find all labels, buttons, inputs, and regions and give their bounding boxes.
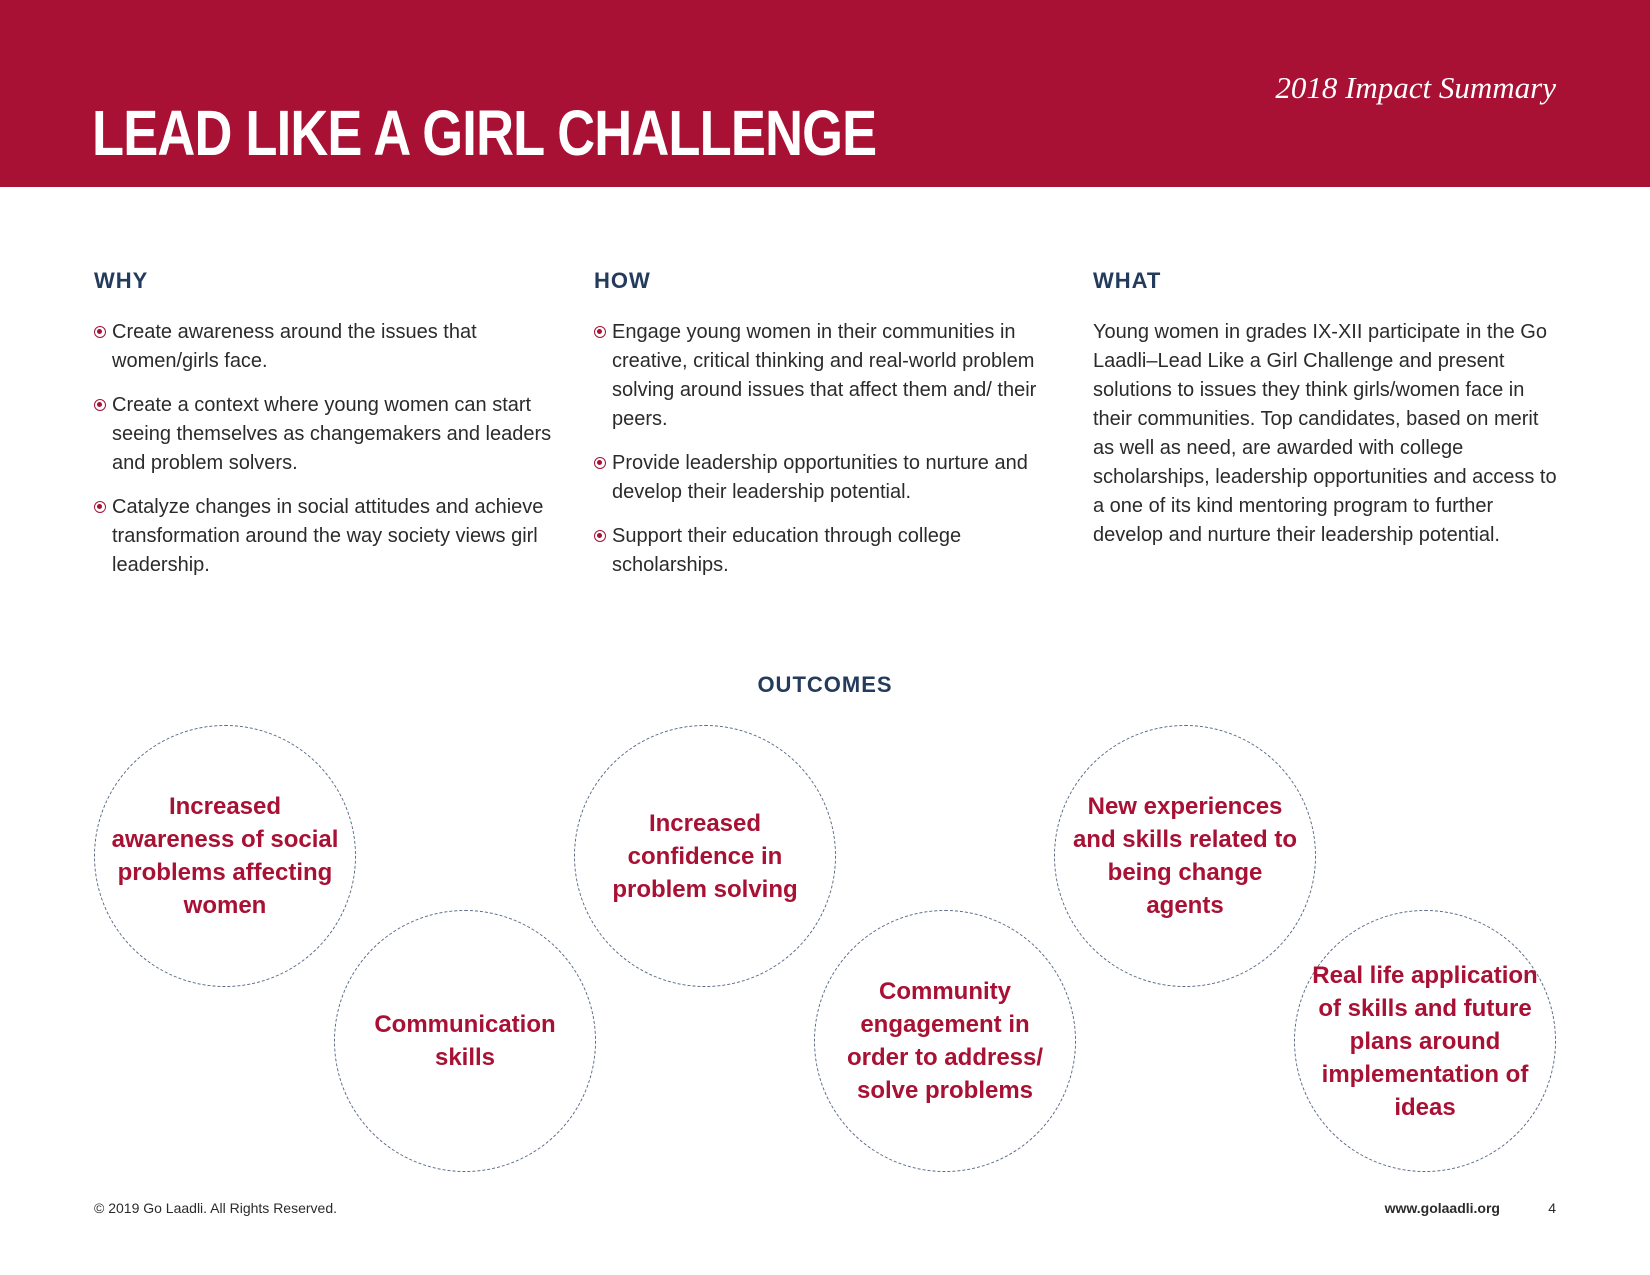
what-text: Young women in grades IX-XII participate in the Go Laadli–Lead Like a Girl Challenge and present solutions to issues they think girls/women face in their communities. Top candidates, based on merit as well as need, are awarded with college scholarships, leadership opportunities and access to a one of its kind mentoring program to further develop and nurture their leadership potential. — [1093, 321, 1557, 546]
bullet-icon — [594, 326, 606, 338]
bullet-icon — [94, 399, 106, 411]
footer-website: www.golaadli.org — [1384, 1200, 1500, 1216]
outcome-text: Real life application of skills and future plans around implementation of ideas — [1312, 961, 1538, 1121]
how-item-text: Provide leadership opportunities to nurture and develop their leadership potential. — [612, 452, 1028, 503]
how-item — [594, 318, 1054, 434]
how-list — [594, 318, 1054, 580]
outcome-circle — [334, 910, 596, 1172]
outcome-text: Communication skills — [374, 1011, 556, 1071]
why-section — [94, 268, 554, 595]
how-item — [594, 449, 1054, 507]
header-banner — [0, 0, 1650, 187]
how-section — [594, 268, 1054, 595]
how-item-text: Support their education through college scholarships. — [612, 525, 962, 576]
why-item — [94, 493, 554, 580]
why-item-text: Catalyze changes in social attitudes and achieve transformation around the way society views girl leadership. — [112, 496, 544, 576]
how-item — [594, 522, 1054, 580]
how-heading: HOW — [594, 268, 651, 293]
what-heading: WHAT — [1093, 268, 1162, 293]
outcome-circle — [574, 725, 836, 987]
outcome-circle — [94, 725, 356, 987]
why-heading: WHY — [94, 268, 149, 293]
bullet-icon — [94, 501, 106, 513]
outcome-circle — [1294, 910, 1556, 1172]
footer-copyright: © 2019 Go Laadli. All Rights Reserved. — [94, 1200, 338, 1216]
outcome-text: Increased confidence in problem solving — [612, 809, 798, 903]
how-item-text: Engage young women in their communities in creative, critical thinking and real-world problem solving around issues that affect them and/ their peers. — [612, 321, 1037, 430]
page-number: 4 — [1548, 1200, 1556, 1216]
what-section — [1093, 268, 1563, 550]
bullet-icon — [94, 326, 106, 338]
outcome-circle — [1054, 725, 1316, 987]
outcomes-heading: OUTCOMES — [757, 672, 893, 697]
why-item-text: Create a context where young women can start seeing themselves as changemakers and leaders and problem solvers. — [112, 394, 552, 474]
why-item-text: Create awareness around the issues that women/girls face. — [112, 321, 477, 372]
outcome-text: Increased awareness of social problems affecting women — [111, 793, 339, 919]
outcome-text: Community engagement in order to address/ solve problems — [846, 978, 1044, 1104]
outcome-circle — [814, 910, 1076, 1172]
bullet-icon — [594, 457, 606, 469]
page-title: LEAD LIKE A GIRL CHALLENGE — [92, 97, 877, 169]
why-item — [94, 391, 554, 478]
why-list — [94, 318, 554, 580]
report-label: 2018 Impact Summary — [1275, 70, 1556, 105]
bullet-icon — [594, 530, 606, 542]
outcome-text: New experiences and skills related to being change agents — [1072, 793, 1298, 919]
why-item — [94, 318, 554, 376]
